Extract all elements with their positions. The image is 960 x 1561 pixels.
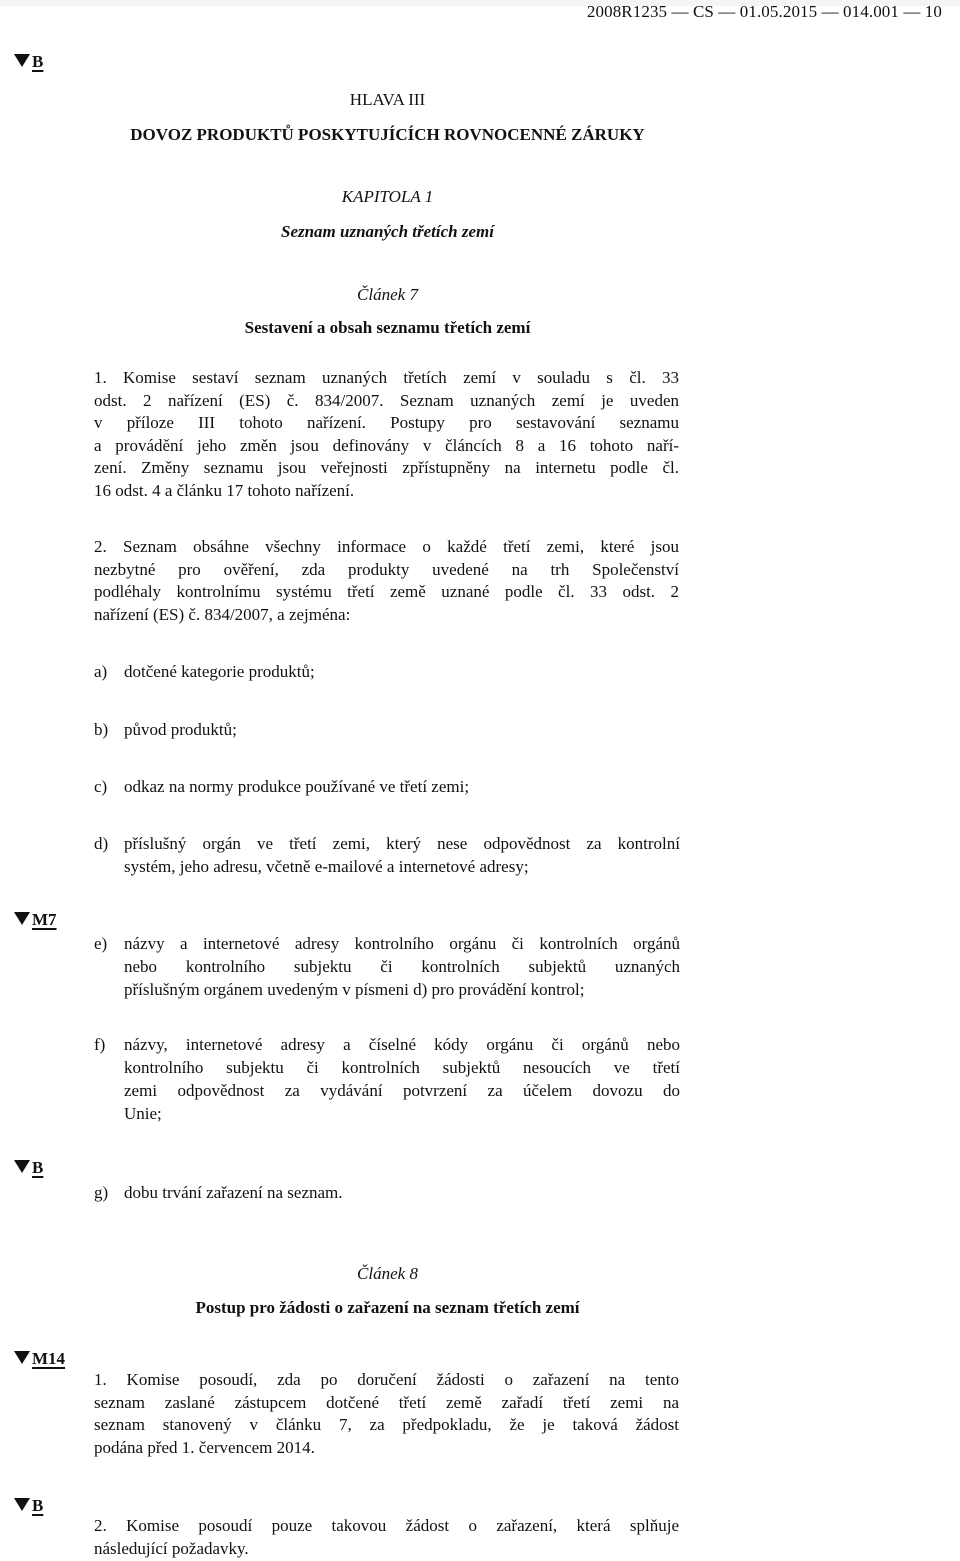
- text-line: nebo kontrolního subjektu či kontrolních subjektů uznaných: [124, 957, 680, 976]
- list-item-e: [94, 932, 680, 1001]
- list-item-a: [94, 660, 680, 683]
- text-line: seznam stanovený v článku 7, za předpokladu, že je taková žádost: [94, 1415, 679, 1434]
- article-7-paragraph-2: [94, 536, 679, 626]
- text-line: následující požadavky.: [94, 1538, 249, 1558]
- list-item-label: d): [94, 834, 109, 853]
- text-line: seznam zaslané zástupcem dotčené třetí země zařadí třetí zemi na: [94, 1392, 679, 1412]
- article-8-title: Postup pro žádosti o zařazení na seznam třetích zemí: [195, 1298, 580, 1317]
- text-line: příslušný orgán ve třetí zemi, který nese odpovědnost za kontrolní: [124, 834, 680, 853]
- running-header: 2008R1235 — CS — 01.05.2015 — 014.001 — 10: [586, 2, 942, 21]
- list-item-d: [94, 832, 680, 878]
- article-7-label: Článek 7: [357, 285, 418, 304]
- kapitola-title: Seznam uznaných třetích zemí: [280, 222, 494, 241]
- marker-code: M14: [32, 1349, 66, 1368]
- text-line: zení. Změny seznamu jsou veřejnosti zpřístupněny na internetu podle čl.: [94, 458, 679, 477]
- amendment-marker-b: [14, 1158, 43, 1178]
- text-line: názvy, internetové adresy a číselné kódy orgánu či orgánů nebo: [124, 1035, 680, 1054]
- text-line: 1. Komise sestaví seznam uznaných třetích zemí v souladu s čl. 33: [94, 368, 679, 387]
- text-line: odst. 2 nařízení (ES) č. 834/2007. Seznam uznaných zemí je uveden: [94, 390, 679, 410]
- text-line: podléhaly kontrolnímu systému třetí země uznané podle čl. 33 odst. 2: [94, 582, 679, 601]
- marker-code: B: [32, 52, 44, 71]
- text-line: v příloze III tohoto nařízení. Postupy pro sestavování seznamu: [94, 413, 679, 432]
- list-item-f: [94, 1033, 680, 1125]
- text-line: 2. Komise posoudí pouze takovou žádost o zařazení, která splňuje: [94, 1516, 679, 1535]
- list-item-label: e): [94, 934, 108, 953]
- text-line: Unie;: [124, 1104, 162, 1123]
- text-line: 16 odst. 4 a článku 17 tohoto nařízení.: [94, 480, 355, 500]
- triangle-down-icon: [14, 1160, 30, 1173]
- article-8-paragraph-1: [94, 1369, 679, 1459]
- text-line: 1. Komise posoudí, zda po doručení žádosti o zařazení na tento: [94, 1370, 679, 1389]
- list-item-b: [94, 718, 680, 741]
- triangle-down-icon: [14, 1351, 30, 1364]
- article-7-paragraph-1: [94, 367, 679, 502]
- amendment-marker-m14: [14, 1349, 65, 1369]
- list-item-label: g): [94, 1183, 109, 1202]
- marker-code: M7: [32, 910, 57, 929]
- text-line: odkaz na normy produkce používané ve třetí zemi;: [124, 777, 470, 796]
- amendment-marker-b: [14, 1496, 43, 1516]
- amendment-marker-m7: [14, 910, 57, 930]
- list-item-label: c): [94, 777, 108, 796]
- text-line: kontrolního subjektu či kontrolních subjektů nesoucích ve třetí: [124, 1058, 680, 1077]
- text-line: původ produktů;: [124, 720, 237, 739]
- hlava-heading: HLAVA III: [349, 90, 426, 109]
- article-8-label: Článek 8: [357, 1264, 418, 1283]
- text-line: názvy a internetové adresy kontrolního orgánu či kontrolních orgánů: [124, 934, 680, 953]
- text-line: podána před 1. červencem 2014.: [94, 1437, 315, 1457]
- list-item-label: b): [94, 720, 109, 739]
- text-line: nařízení (ES) č. 834/2007, a zejména:: [94, 604, 351, 624]
- text-line: příslušným orgánem uvedeným v písmeni d) pro provádění kontrol;: [124, 980, 585, 999]
- triangle-down-icon: [14, 54, 30, 67]
- hlava-title: DOVOZ PRODUKTŮ POSKYTUJÍCÍCH ROVNOCENNÉ ZÁRUKY: [130, 125, 645, 144]
- article-7-title: Sestavení a obsah seznamu třetích zemí: [244, 318, 531, 337]
- list-item-label: f): [94, 1035, 106, 1054]
- triangle-down-icon: [14, 1498, 30, 1511]
- kapitola-heading: KAPITOLA 1: [341, 187, 434, 206]
- list-item-g: [94, 1181, 680, 1204]
- amendment-marker-b: [14, 52, 43, 72]
- list-item-c: [94, 775, 680, 798]
- text-line: systém, jeho adresu, včetně e-mailové a internetové adresy;: [124, 857, 529, 876]
- text-line: zemi odpovědnost za vydávání potvrzení za účelem dovozu do: [124, 1081, 680, 1100]
- text-line: dotčené kategorie produktů;: [124, 662, 315, 681]
- triangle-down-icon: [14, 912, 30, 925]
- text-line: 2. Seznam obsáhne všechny informace o každé třetí zemi, které jsou: [94, 537, 679, 556]
- text-line: nezbytné pro ověření, zda produkty uvedené na trh Společenství: [94, 559, 679, 579]
- text-line: a provádění jeho změn jsou definovány v článcích 8 a 16 tohoto naří-: [94, 435, 679, 455]
- marker-code: B: [32, 1496, 44, 1515]
- list-item-label: a): [94, 662, 108, 681]
- article-8-paragraph-2: [94, 1515, 679, 1560]
- text-line: dobu trvání zařazení na seznam.: [124, 1183, 343, 1202]
- marker-code: B: [32, 1158, 44, 1177]
